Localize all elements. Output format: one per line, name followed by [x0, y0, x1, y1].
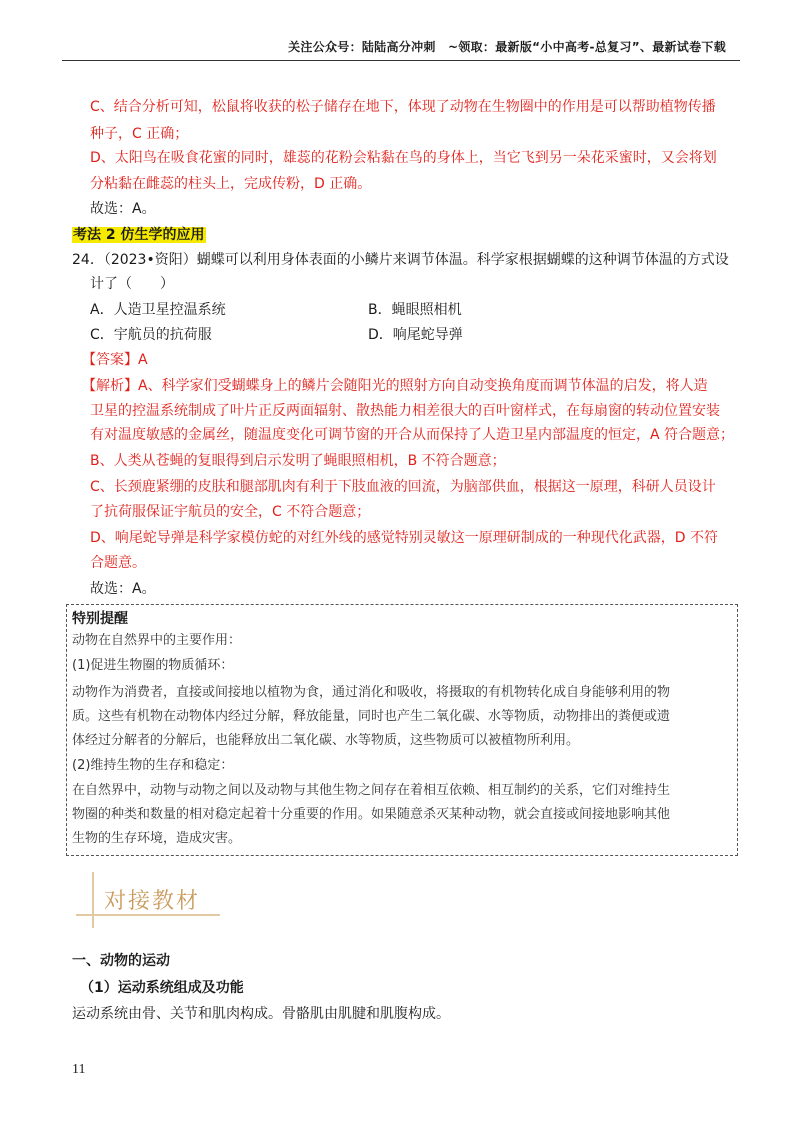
q24-explain-line2: 卫星的控温系统制成了叶片正反两面辐射、散热能力相差很大的百叶窗样式，在每扇窗的转动位置安装 — [90, 403, 720, 419]
note-line4: 质。这些有机物在动物体内经过分解，释放能量，同时也产生二氧化碳、水等物质，动物排出的粪便或遗 — [72, 709, 671, 724]
q24-option-c: C．宇航员的抗荷服 — [90, 327, 212, 343]
prev-c-line1: C、结合分析可知，松鼠将收获的松子储存在地下，体现了动物在生物圈中的作用是可以帮助植物传播 — [90, 99, 716, 115]
note-line6: (2)维持生物的生存和稳定： — [72, 758, 234, 773]
special-reminder-title: 特别提醒 — [72, 611, 128, 627]
q24-answer: 【答案】A — [82, 352, 148, 368]
kaofa-label: 考法 2 仿生学的应用 — [73, 227, 205, 243]
page-header: 关注公众号：陆陆高分冲刺 ~领取：最新版“小中高考-总复习”、最新试卷下载 — [288, 40, 726, 54]
note-line7: 在自然界中，动物与动物之间以及动物与其他生物之间存在着相互依赖、相互制约的关系，它们对维持生 — [72, 783, 671, 798]
section-paragraph: 运动系统由骨、关节和肌肉构成。骨骼肌由肌腱和肌腹构成。 — [72, 1006, 450, 1022]
prev-c-line2: 种子，C 正确； — [90, 126, 189, 142]
q24-choose: 故选：A。 — [90, 581, 156, 597]
q24-explain-line4: B、人类从苍蝇的复眼得到启示发明了蝇眼照相机，B 不符合题意； — [90, 453, 506, 469]
note-line3: 动物作为消费者，直接或间接地以植物为食，通过消化和吸收，将摄取的有机物转化成自身能够利用的物 — [72, 685, 671, 700]
section-heading-2: （1）运动系统组成及功能 — [80, 980, 244, 996]
q24-option-d: D．响尾蛇导弹 — [368, 327, 463, 343]
prev-d-line1: D、太阳鸟在吸食花蜜的同时，雄蕊的花粉会粘黏在鸟的身体上，当它飞到另一朵花采蜜时，又会将划 — [90, 150, 717, 166]
banner-vertical-bar — [92, 872, 94, 928]
note-line8: 物圈的种类和数量的相对稳定起着十分重要的作用。如果随意杀灭某种动物，就会直接或间接地影响其他 — [72, 807, 671, 822]
q24-explain-line7: D、响尾蛇导弹是科学家模仿蛇的对红外线的感觉特别灵敏这一原理研制成的一种现代化武器，D 不符 — [90, 530, 719, 546]
q24-explain-line5: C、长颈鹿紧绷的皮肤和腿部肌肉有利于下肢血液的回流，为脑部供血，根据这一原理，科研人员设计 — [90, 479, 716, 495]
note-line5: 体经过分解者的分解后，也能释放出二氧化碳、水等物质，这些物质可以被植物所利用。 — [72, 733, 580, 748]
note-line9: 生物的生存环境，造成灾害。 — [72, 831, 242, 846]
note-line1: 动物在自然界中的主要作用： — [72, 633, 242, 648]
q24-option-b: B．蝇眼照相机 — [368, 302, 462, 318]
page-number: 11 — [72, 1062, 86, 1077]
section-heading-1: 一、动物的运动 — [72, 953, 170, 969]
note-line2: (1)促进生物圈的物质循环： — [72, 658, 234, 673]
q24-explain-line6: 了抗荷服保证宇航员的安全，C 不符合题意； — [90, 504, 371, 520]
header-rule — [62, 60, 740, 61]
q24-stem-line2: 计了（ ） — [90, 276, 174, 292]
q24-explain-line3: 有对温度敏感的金属丝，随温度变化可调节窗的开合从而保持了人造卫星内部温度的恒定，A 符合题意； — [90, 427, 735, 443]
q24-option-a: A．人造卫星控温系统 — [90, 302, 226, 318]
kaofa-heading — [72, 225, 206, 245]
prev-d-line2: 分粘黏在雌蕊的柱头上，完成传粉，D 正确。 — [90, 176, 372, 192]
q24-explain-line1: 【解析】A、科学家们受蝴蝶身上的鳞片会随阳光的照射方向自动变换角度而调节体温的启发，将人造 — [82, 378, 708, 394]
banner-title: 对接教材 — [104, 889, 201, 914]
q24-stem-line1: 24．（2023•资阳）蝴蝶可以利用身体表面的小鳞片来调节体温。科学家根据蝴蝶的这种调节体温的方式设 — [72, 252, 729, 268]
q24-explain-line8: 合题意。 — [90, 555, 146, 571]
prev-choose: 故选：A。 — [90, 201, 156, 217]
